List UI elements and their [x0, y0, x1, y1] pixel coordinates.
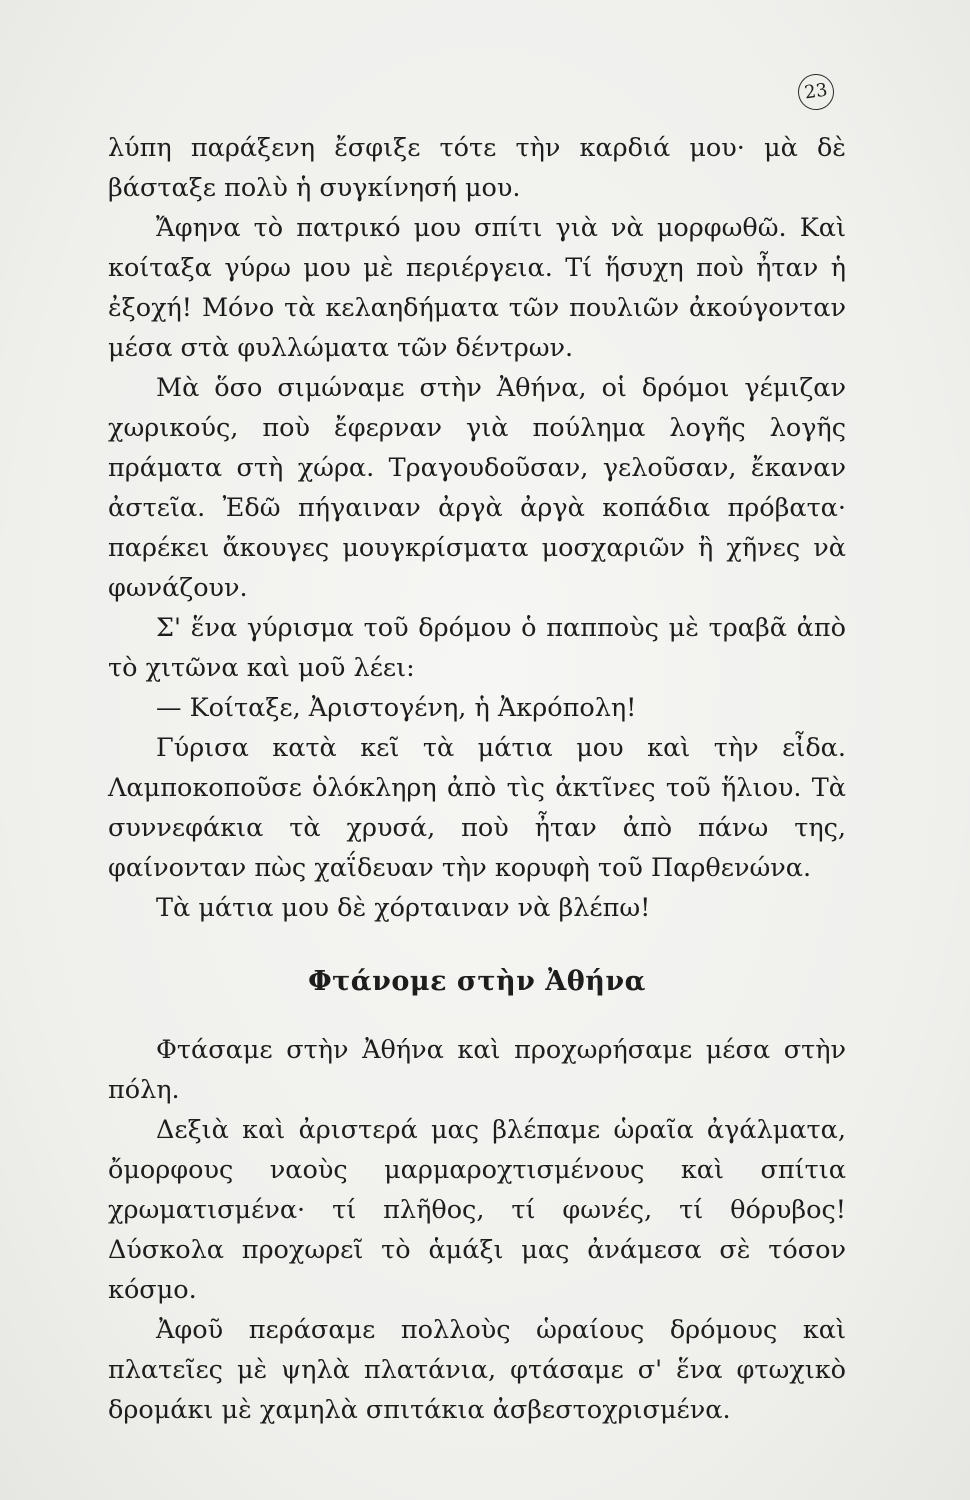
section-title: Φτάνομε στὴν Ἀθήνα — [308, 966, 646, 997]
paragraph: Δεξιὰ καὶ ἀριστερά μας βλέπαμε ὡραῖα ἀγάλματα, ὄμορφους ναοὺς μαρμαροχτισμένους καὶ σπίτια χρωματισμένα· τί πλῆθος, τί φωνές, τί θόρυβος! Δύσκολα προχωρεῖ τὸ ἁμάξι μας ἀνάμεσα σὲ τόσον κόσμο. — [108, 1115, 846, 1305]
page-number: 23 — [796, 72, 837, 113]
paragraph: Τὰ μάτια μου δὲ χόρταιναν νὰ βλέπω! — [156, 893, 651, 923]
paragraph: Ἀφοῦ περάσαμε πολλοὺς ὡραίους δρόμους καὶ πλατεῖες μὲ ψηλὰ πλατάνια, φτάσαμε σ' ἕνα φτωχικὸ δρομάκι μὲ χαμηλὰ σπιτάκια ἀσβεστοχρισμένα. — [108, 1315, 846, 1425]
paragraph: Ἄφηνα τὸ πατρικό μου σπίτι γιὰ νὰ μορφωθῶ. Καὶ κοίταξα γύρω μου μὲ περιέργεια. Τί ἥσυχη ποὺ ἦταν ἡ ἐξοχή! Μόνο τὰ κελαηδήματα τῶν πουλιῶν ἀκούγονταν μέσα στὰ φυλλώματα τῶν δέντρων. — [108, 213, 846, 363]
paragraph: Σ' ἕνα γύρισμα τοῦ δρόμου ὁ παπποὺς μὲ τραβᾶ ἀπὸ τὸ χιτῶνα καὶ μοῦ λέει: — [108, 613, 846, 683]
paragraph: λύπη παράξενη ἔσφιξε τότε τὴν καρδιά μου· μὰ δὲ βάσταξε πολὺ ἡ συγκίνησή μου. — [108, 133, 846, 203]
paragraph: Μὰ ὅσο σιμώναμε στὴν Ἀθήνα, οἱ δρόμοι γέμιζαν χωρικούς, ποὺ ἔφερναν γιὰ πούλημα λογῆς λογῆς πράματα στὴ χώρα. Τραγουδοῦσαν, γελοῦσαν, ἔκαναν ἀστεῖα. Ἐδῶ πήγαιναν ἀργὰ ἀργὰ κοπάδια πρόβατα· παρέκει ἄκουγες μουγκρίσματα μοσχαριῶν ἢ χῆνες νὰ φωνάζουν. — [108, 373, 846, 603]
paragraph: Φτάσαμε στὴν Ἀθήνα καὶ προχωρήσαμε μέσα στὴν πόλη. — [108, 1035, 846, 1105]
paragraph: Γύρισα κατὰ κεῖ τὰ μάτια μου καὶ τὴν εἶδα. Λαμποκοποῦσε ὁλόκληρη ἀπὸ τὶς ἀκτῖνες τοῦ ἥλιου. Τὰ συννεφάκια τὰ χρυσά, ποὺ ἦταν ἀπὸ πάνω της, φαίνονταν πὼς χαΐδευαν τὴν κορυφὴ τοῦ Παρθενώνα. — [108, 733, 846, 883]
dialogue-line: — Κοίταξε, Ἀριστογένη, ἡ Ἀκρόπολη! — [156, 693, 637, 723]
bottom-text-block — [108, 1030, 846, 1430]
top-text-block — [108, 128, 846, 928]
